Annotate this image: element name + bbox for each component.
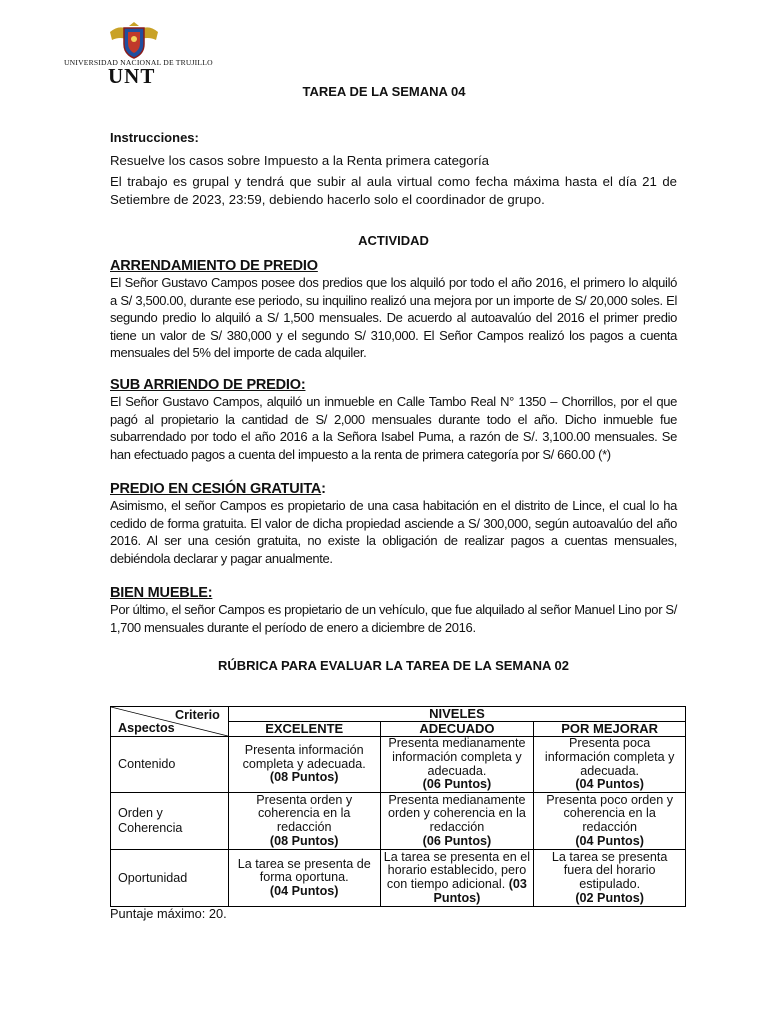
section-body: Asimismo, el señor Campos es propietario de una casa habitación en el distrito de Lince, el cual lo ha cedido de forma gratuita. El valor de dicha propiedad asciende a S/ 300,000, según autoavalúo del año 2016. Al ser una cesión gratuita, no existe la obligación de realizar pagos a cuentas mensuales, debiéndola declarar y pagar anualmente. bbox=[110, 498, 677, 566]
section-body: El Señor Gustavo Campos posee dos predios que los alquiló por todo el año 2016, el primero lo alquiló a S/ 3,500.00, durante ese periodo, su inquilino realizó una mejora por un importe de S/ 20,000 soles. El segundo predio lo alquiló a S/ 1,500 mensuales. De acuerdo al autoavalúo del 2016 el primer predio tiene un valor de S/ 380,000 y el segundo S/ 310,000. El Señor Campos realizó los pagos a cuenta mensuales del 5% del importe de cada alquiler. bbox=[110, 275, 677, 360]
rubric-cell bbox=[228, 793, 380, 850]
page-title: TAREA DE LA SEMANA 04 bbox=[302, 84, 466, 99]
rubric-title: RÚBRICA PARA EVALUAR LA TAREA DE LA SEMANA 02 bbox=[217, 658, 569, 673]
aspectos-label: Aspectos bbox=[118, 721, 175, 735]
rubric-cell bbox=[534, 793, 686, 850]
level-adecuado: ADECUADO bbox=[380, 722, 534, 737]
cell-score: (06 Puntos) bbox=[422, 833, 492, 848]
aspect-cell bbox=[111, 737, 229, 793]
rubric-table bbox=[110, 706, 686, 907]
cell-score: (04 Puntos) bbox=[575, 833, 644, 848]
max-score-note: Puntaje máximo: 20. bbox=[110, 906, 227, 921]
cell-score: (02 Puntos) bbox=[575, 890, 644, 905]
section-title-line bbox=[110, 481, 677, 497]
instructions-line-1: Resuelve los casos sobre Impuesto a la Renta primera categoría bbox=[110, 153, 489, 168]
criterio-label: Criterio bbox=[175, 708, 220, 722]
university-logo bbox=[64, 22, 213, 88]
rubric-header-row bbox=[111, 707, 686, 722]
aspect-label: Orden y bbox=[118, 806, 163, 820]
university-name: UNIVERSIDAD NACIONAL DE TRUJILLO bbox=[64, 58, 213, 67]
activity-heading: ACTIVIDAD bbox=[358, 233, 429, 248]
cell-score: (06 Puntos) bbox=[422, 777, 492, 792]
section-title-suffix: : bbox=[321, 481, 327, 497]
cell-text: La tarea se presenta en el horario establecido, pero con tiempo adicional. bbox=[383, 849, 531, 891]
niveles-header: NIVELES bbox=[228, 707, 685, 722]
section-title: SUB ARRIENDO DE PREDIO: bbox=[110, 377, 306, 393]
section-title: ARRENDAMIENTO DE PREDIO bbox=[110, 258, 318, 274]
rubric-cell bbox=[380, 850, 534, 907]
aspect-label: Contenido bbox=[118, 757, 176, 771]
level-por-mejorar: POR MEJORAR bbox=[534, 722, 686, 737]
section-title: PREDIO EN CESIÓN GRATUITA bbox=[110, 481, 322, 497]
section-title: BIEN MUEBLE: bbox=[110, 585, 213, 601]
rubric-cell bbox=[228, 850, 380, 907]
rubric-cell bbox=[534, 737, 686, 793]
cell-score: (08 Puntos) bbox=[269, 770, 339, 785]
section-body: El Señor Gustavo Campos, alquiló un inmueble en Calle Tambo Real N° 1350 – Chorrillos, por el que pagó al propietario la cantidad de S/ 2,000 mensuales durante todo el año. Dicho inmueble fue subarrendado por todo el año 2016 a la Señora Isabel Puma, a razón de S/. 3,100.00 mensuales. Se han efectuado pagos a cuenta del impuesto a la renta de primera categoría por S/ 660.00 (*) bbox=[110, 394, 677, 462]
cell-text: La tarea se presenta fuera del horario estipulado. bbox=[551, 849, 668, 891]
rubric-row-contenido bbox=[111, 737, 686, 793]
cell-text: La tarea se presenta de forma oportuna. bbox=[237, 856, 371, 885]
rubric-cell bbox=[534, 850, 686, 907]
rubric-cell bbox=[228, 737, 380, 793]
cell-text: Presenta orden y coherencia en la redacción bbox=[256, 792, 353, 834]
section-body: Por último, el señor Campos es propietario de un vehículo, que fue alquilado al señor Manuel Lino por S/ 1,700 mensuales durante el período de enero a diciembre de 2016. bbox=[110, 602, 678, 635]
cell-text: Presenta información completa y adecuada. bbox=[242, 743, 366, 771]
rubric-cell bbox=[380, 737, 534, 793]
aspect-cell bbox=[111, 850, 229, 907]
section-arrendamiento bbox=[110, 258, 677, 362]
aspect-label-2: Coherencia bbox=[118, 821, 183, 835]
cell-text: Presenta poca información completa y adecuada. bbox=[544, 736, 675, 778]
university-acronym: UNT bbox=[108, 64, 156, 88]
cell-score: (03 Puntos) bbox=[433, 877, 527, 905]
instructions-heading: Instrucciones: bbox=[110, 130, 199, 145]
section-bien-mueble bbox=[110, 585, 677, 636]
cell-text: Presenta medianamente información completa y adecuada. bbox=[388, 736, 526, 778]
level-excelente: EXCELENTE bbox=[228, 722, 380, 737]
cell-score: (04 Puntos) bbox=[269, 883, 339, 898]
aspect-label: Oportunidad bbox=[118, 870, 188, 885]
rubric-corner-cell bbox=[111, 707, 229, 737]
aspect-cell bbox=[111, 793, 229, 850]
university-seal-icon bbox=[108, 22, 160, 60]
cell-score: (08 Puntos) bbox=[269, 833, 339, 848]
cell-text: Presenta poco orden y coherencia en la redacción bbox=[546, 792, 673, 834]
section-cesion-gratuita bbox=[110, 481, 677, 567]
instructions-line-2: El trabajo es grupal y tendrá que subir al aula virtual como fecha máxima hasta el día 21 de Setiembre de 2023, 23:59, debiendo hacerlo solo el coordinador de grupo. bbox=[110, 174, 677, 207]
cell-score: (04 Puntos) bbox=[575, 777, 644, 792]
rubric-row-orden bbox=[111, 793, 686, 850]
rubric-row-oportunidad bbox=[111, 850, 686, 907]
instructions-block bbox=[110, 130, 677, 145]
cell-text: Presenta medianamente orden y coherencia en la redacción bbox=[387, 792, 526, 834]
section-sub-arriendo bbox=[110, 377, 677, 463]
rubric-cell bbox=[380, 793, 534, 850]
